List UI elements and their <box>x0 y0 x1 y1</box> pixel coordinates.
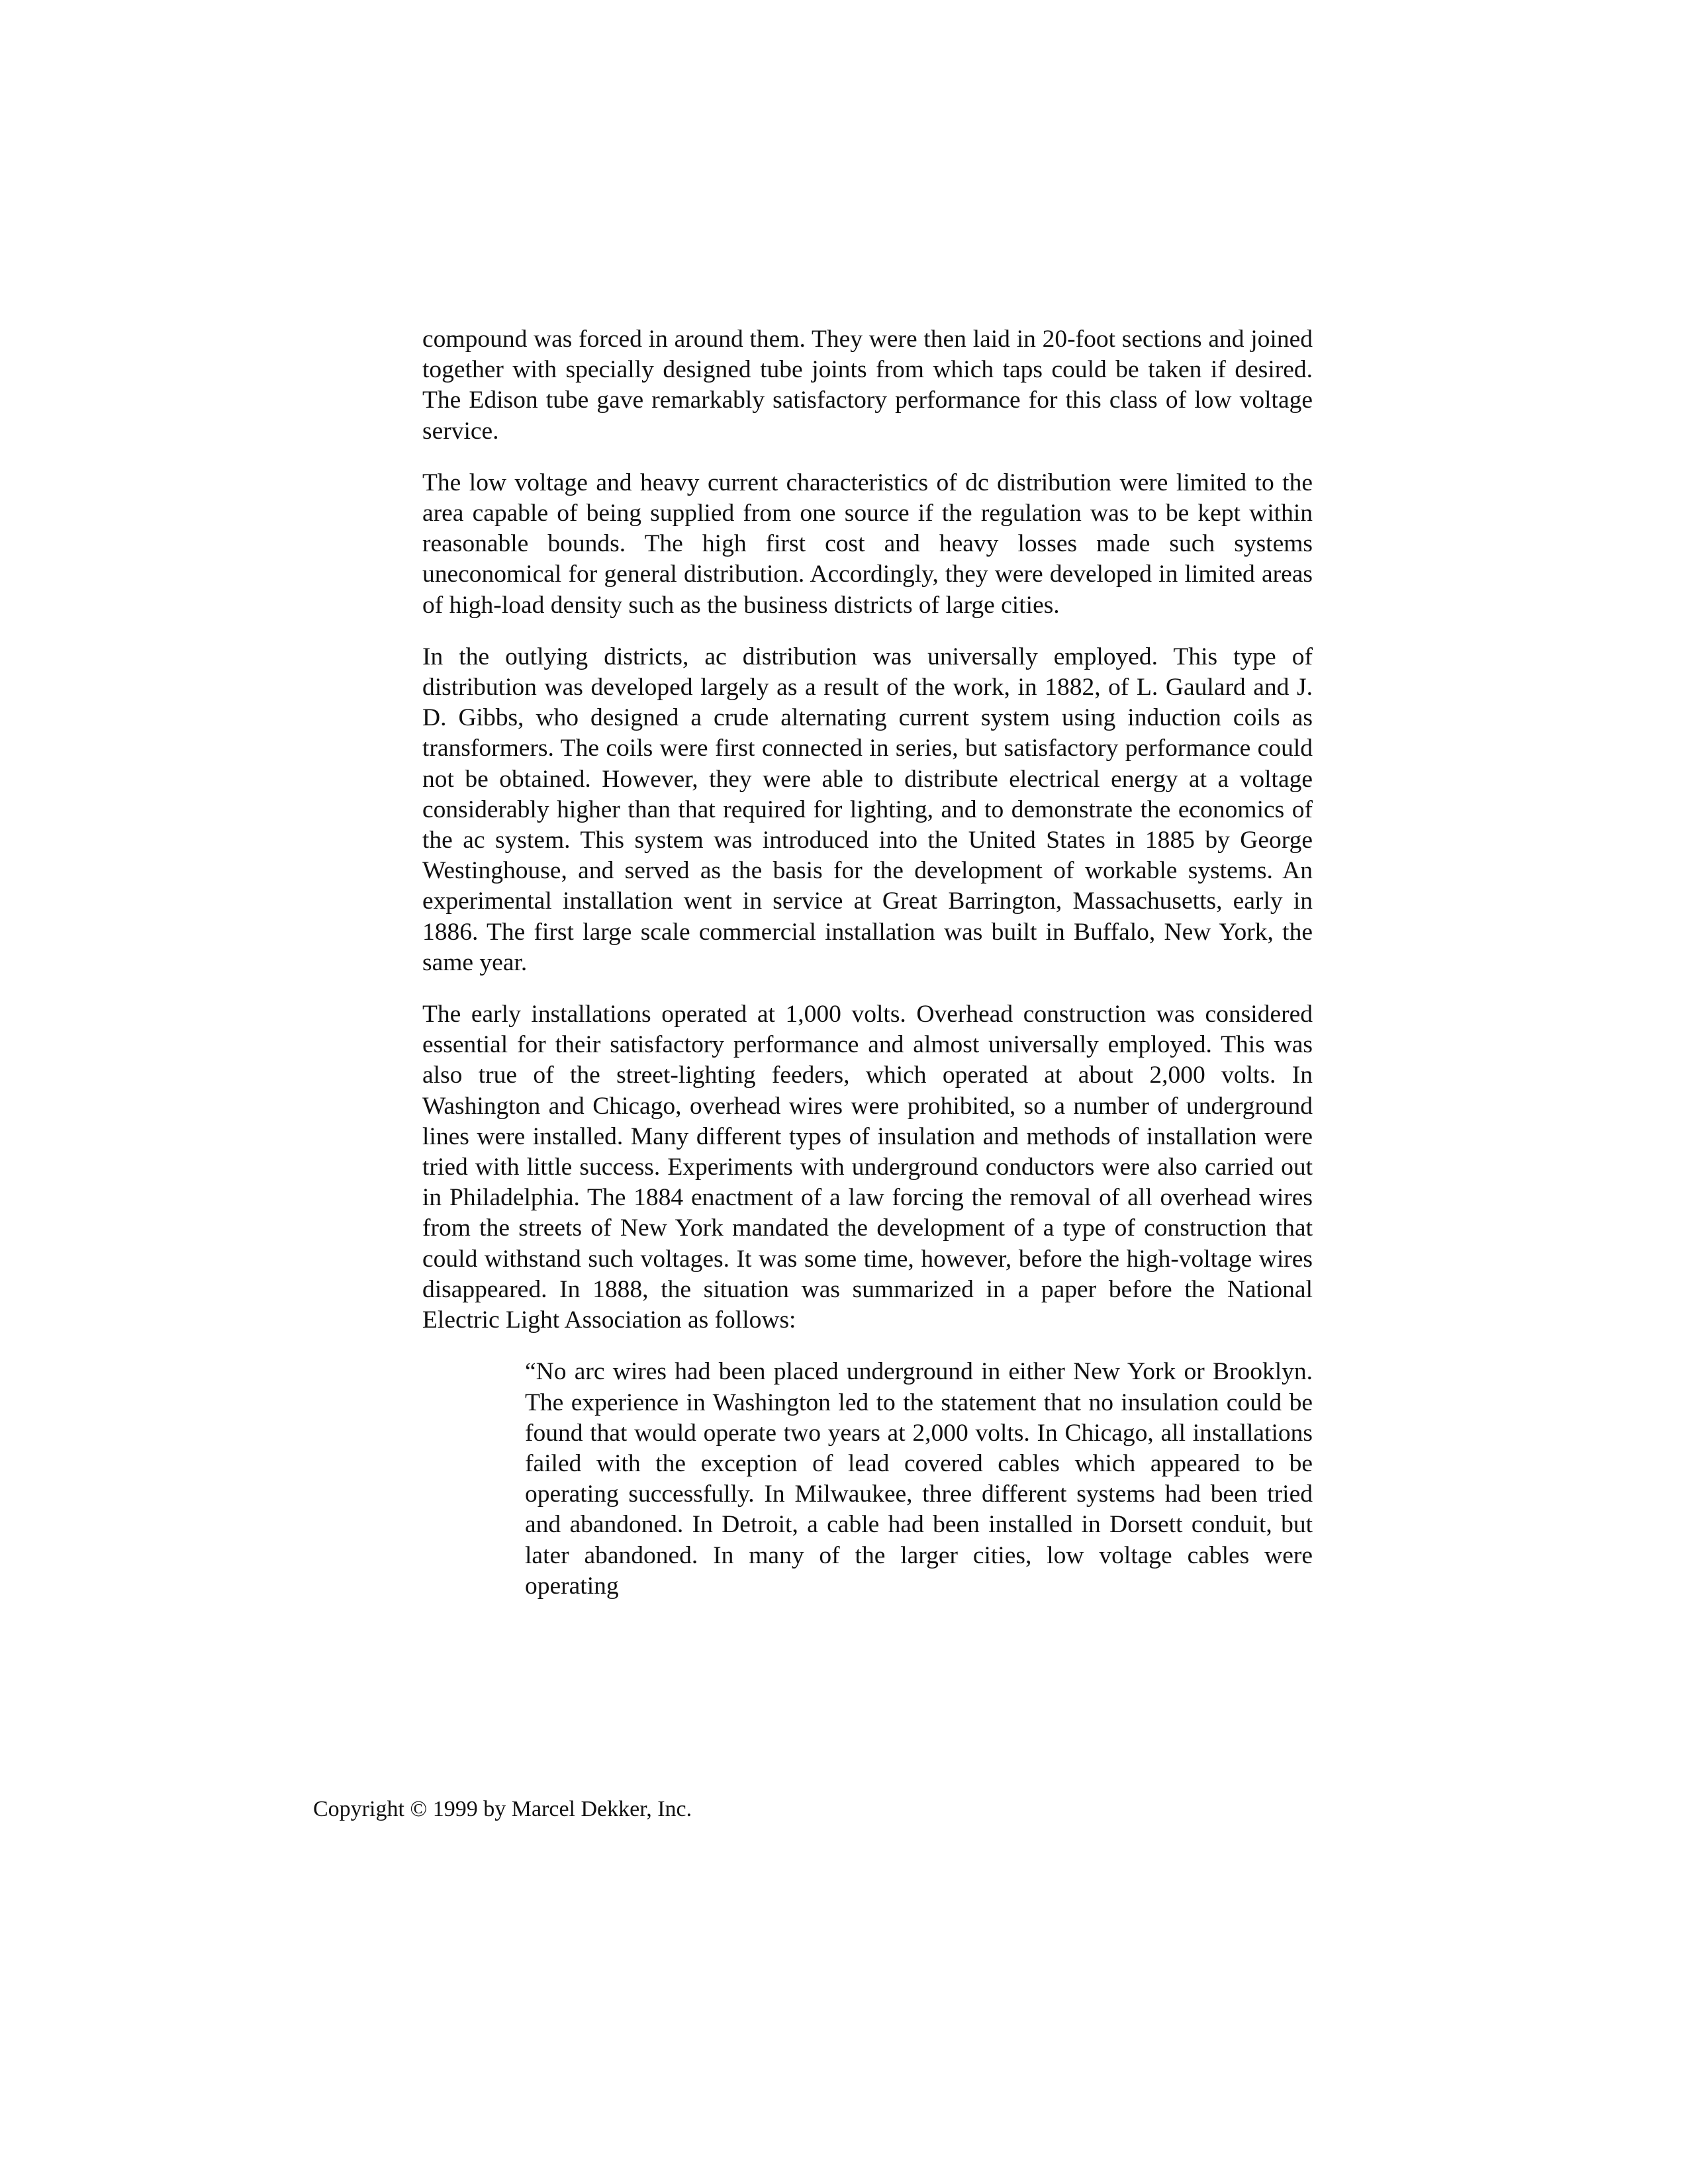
paragraph-ac-distribution: In the outlying districts, ac distribution was universally employed. This type of distribution was developed largely as a result of the work, in 1882, of L. Gaulard and J. D. Gibbs, who designed a crude alternating current system using induction coils as transformers. The coils were first connected in series, but satisfactory performance could not be obtained. However, they were able to distribute electrical energy at a voltage considerably higher than that required for lighting, and to demonstrate the economics of the ac system. This system was introduced into the United States in 1885 by George Westinghouse, and served as the basis for the development of workable systems. An experimental installation went in service at Great Barrington, Massachusetts, early in 1886. The first large scale commercial installation was built in Buffalo, New York, the same year. <box>422 643 1313 976</box>
block-quote: “No arc wires had been placed underground in either New York or Brooklyn. The experience in Washington led to the statement that no insulation could be found that would operate two years at 2,000 volts. In Chicago, all installations failed with the exception of lead covered cables which appeared to be operating successfully. In Milwaukee, three different systems had been tried and abandoned. In Detroit, a cable had been installed in Dorsett conduit, but later abandoned. In many of the larger cities, low voltage cables were operating <box>525 1358 1313 1600</box>
paragraph-early-installations: The early installations operated at 1,000 volts. Overhead construction was considered essential for their satisfactory performance and almost universally employed. This was also true of the street-lighting feeders, which operated at about 2,000 volts. In Washington and Chicago, overhead wires were prohibited, so a number of underground lines were installed. Many different types of insulation and methods of installation were tried with little success. Experiments with underground conductors were also carried out in Philadelphia. The 1884 enactment of a law forcing the removal of all overhead wires from the streets of New York mandated the development of a type of construction that could withstand such voltages. It was some time, however, before the high-voltage wires disappeared. In 1888, the situation was summarized in a paper before the National Electric Light Association as follows: <box>422 1001 1313 1334</box>
copyright-notice: Copyright © 1999 by Marcel Dekker, Inc. <box>313 1797 692 1821</box>
paragraph-edison-tube: compound was forced in around them. They were then laid in 20-foot sections and joined together with specially designed tube joints from which taps could be taken if desired. The Edison tube gave remarkably satisfactory performance for this class of low voltage service. <box>422 326 1313 445</box>
paragraph-dc-distribution: The low voltage and heavy current characteristics of dc distribution were limited to the area capable of being supplied from one source if the regulation was to be kept within reasonable bounds. The high first cost and heavy losses made such systems uneconomical for general distribution. Accordingly, they were developed in limited areas of high-load density such as the business districts of large cities. <box>422 469 1313 619</box>
body-text <box>422 324 1313 1602</box>
